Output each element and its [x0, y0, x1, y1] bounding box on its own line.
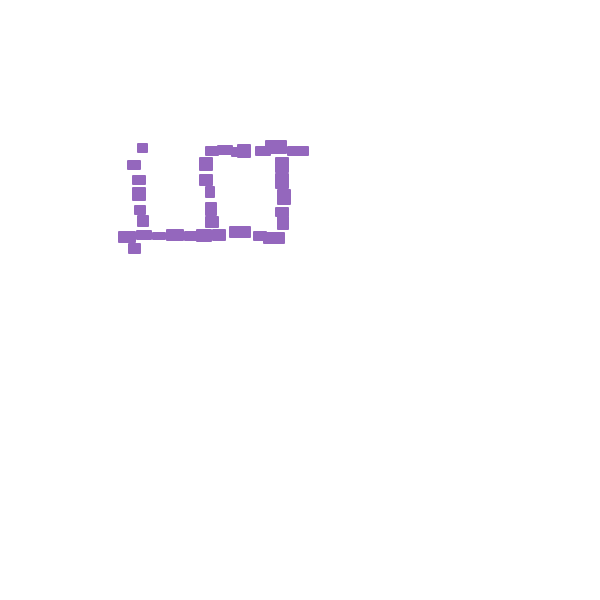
stroke-mark	[237, 144, 251, 158]
stroke-mark	[137, 143, 148, 153]
stroke-mark	[205, 186, 215, 198]
stroke-mark	[118, 231, 136, 243]
stroke-mark	[199, 174, 213, 186]
stroke-mark	[275, 157, 289, 173]
stroke-mark	[212, 229, 226, 241]
stroke-mark	[132, 187, 146, 201]
stroke-mark	[275, 173, 289, 189]
stroke-mark	[166, 229, 184, 241]
stroke-mark	[229, 226, 251, 238]
stroke-mark	[127, 160, 141, 170]
stroke-mark	[265, 140, 287, 154]
stroke-mark	[136, 230, 152, 240]
stroke-mark	[134, 205, 146, 215]
stroke-mark	[277, 189, 291, 205]
stroke-mark	[132, 175, 146, 185]
stroke-mark	[152, 232, 166, 240]
stroke-mark	[205, 216, 219, 228]
stroke-mark	[263, 232, 285, 244]
stroke-mark	[199, 157, 213, 171]
stroke-mark	[287, 146, 309, 156]
stroke-mark	[277, 216, 289, 230]
stroke-mark	[196, 229, 212, 242]
stroke-mark	[128, 243, 141, 254]
stroke-mark	[137, 215, 149, 227]
stroke-mark	[205, 202, 217, 216]
